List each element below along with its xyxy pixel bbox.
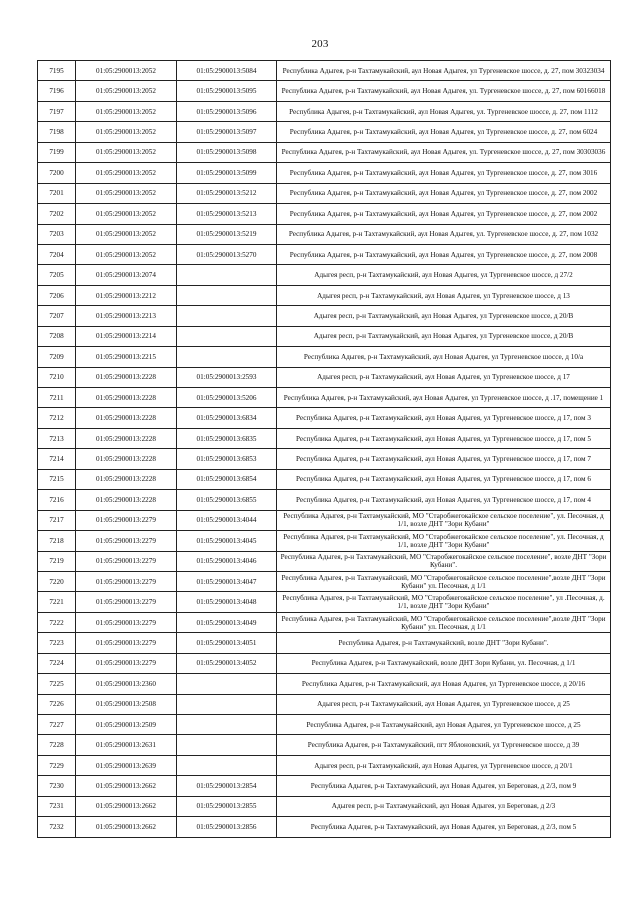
table-row (38, 81, 611, 101)
cadastral-number-cell: 01:05:2900013:2052 (76, 204, 177, 224)
object-cadastral-number-cell (177, 735, 277, 755)
cadastral-number-cell: 01:05:2900013:2052 (76, 61, 177, 81)
object-cadastral-number-cell: 01:05:2900013:5219 (177, 224, 277, 244)
address-cell: Республика Адыгея, р-н Тахтамукайский, аул Новая Адыгея, ул Тургеневское шоссе, д. 27, пом 2008 (277, 244, 611, 264)
cadastral-number-cell: 01:05:2900013:2228 (76, 367, 177, 387)
address-cell: Республика Адыгея, р-н Тахтамукайский, аул Новая Адыгея, ул. Тургеневское шоссе, д. 27, пом 1032 (277, 224, 611, 244)
cadastral-number-cell: 01:05:2900013:2631 (76, 735, 177, 755)
cadastral-number-cell: 01:05:2900013:2279 (76, 653, 177, 673)
table-row (38, 163, 611, 183)
address-cell: Республика Адыгея, р-н Тахтамукайский, аул Новая Адыгея, ул Тургеневское шоссе, д. 27, пом 3016 (277, 163, 611, 183)
table-row (38, 122, 611, 142)
address-cell: Республика Адыгея, р-н Тахтамукайский, аул Новая Адыгея, ул Береговая, д 2/3, пом 5 (277, 817, 611, 837)
cadastral-number-cell: 01:05:2900013:2212 (76, 285, 177, 305)
object-cadastral-number-cell: 01:05:2900013:2593 (177, 367, 277, 387)
object-cadastral-number-cell: 01:05:2900013:6835 (177, 428, 277, 448)
registry-table-body (38, 61, 611, 838)
table-row (38, 265, 611, 285)
cadastral-number-cell: 01:05:2900013:2228 (76, 388, 177, 408)
row-number-cell: 7214 (38, 449, 76, 469)
object-cadastral-number-cell: 01:05:2900013:5095 (177, 81, 277, 101)
object-cadastral-number-cell: 01:05:2900013:2854 (177, 776, 277, 796)
table-row (38, 224, 611, 244)
object-cadastral-number-cell: 01:05:2900013:5097 (177, 122, 277, 142)
object-cadastral-number-cell: 01:05:2900013:4046 (177, 551, 277, 571)
address-cell: Республика Адыгея, р-н Тахтамукайский, аул Новая Адыгея, ул Тургеневское шоссе, д. 27, пом 2002 (277, 204, 611, 224)
table-row (38, 653, 611, 673)
table-row (38, 817, 611, 837)
object-cadastral-number-cell: 01:05:2900013:4047 (177, 571, 277, 591)
table-row (38, 551, 611, 571)
row-number-cell: 7205 (38, 265, 76, 285)
address-cell: Республика Адыгея, р-н Тахтамукайский, пгт Яблоновский, ул Тургеневское шоссе, д 39 (277, 735, 611, 755)
cadastral-number-cell: 01:05:2900013:2662 (76, 796, 177, 816)
row-number-cell: 7221 (38, 592, 76, 612)
cadastral-number-cell: 01:05:2900013:2509 (76, 715, 177, 735)
row-number-cell: 7226 (38, 694, 76, 714)
address-cell: Республика Адыгея, р-н Тахтамукайский, аул Новая Адыгея, ул Тургеневское шоссе, д 10/а (277, 347, 611, 367)
table-row (38, 612, 611, 632)
address-cell: Адыгея респ, р-н Тахтамукайский, аул Новая Адыгея, ул Тургеневское шоссе, д 20/В (277, 326, 611, 346)
address-cell: Адыгея респ, р-н Тахтамукайский, аул Новая Адыгея, ул Тургеневское шоссе, д 25 (277, 694, 611, 714)
object-cadastral-number-cell (177, 347, 277, 367)
address-cell: Республика Адыгея, р-н Тахтамукайский, аул Новая Адыгея, ул Тургеневское шоссе, д 25 (277, 715, 611, 735)
cadastral-number-cell: 01:05:2900013:2052 (76, 224, 177, 244)
table-row (38, 715, 611, 735)
cadastral-number-cell: 01:05:2900013:2279 (76, 510, 177, 530)
object-cadastral-number-cell (177, 694, 277, 714)
row-number-cell: 7211 (38, 388, 76, 408)
row-number-cell: 7230 (38, 776, 76, 796)
cadastral-number-cell: 01:05:2900013:2052 (76, 142, 177, 162)
cadastral-number-cell: 01:05:2900013:2228 (76, 449, 177, 469)
object-cadastral-number-cell (177, 265, 277, 285)
address-cell: Республика Адыгея, р-н Тахтамукайский, аул Новая Адыгея, ул. Тургеневское шоссе, д. 27, пом 1112 (277, 101, 611, 121)
object-cadastral-number-cell: 01:05:2900013:4045 (177, 531, 277, 551)
cadastral-number-cell: 01:05:2900013:2279 (76, 571, 177, 591)
table-row (38, 408, 611, 428)
row-number-cell: 7202 (38, 204, 76, 224)
row-number-cell: 7196 (38, 81, 76, 101)
row-number-cell: 7231 (38, 796, 76, 816)
object-cadastral-number-cell: 01:05:2900013:5212 (177, 183, 277, 203)
address-cell: Республика Адыгея, р-н Тахтамукайский, аул Новая Адыгея, ул Тургеневское шоссе, д. 27, пом 30323034 (277, 61, 611, 81)
row-number-cell: 7209 (38, 347, 76, 367)
address-cell: Республика Адыгея, р-н Тахтамукайский, аул Новая Адыгея, ул Тургеневское шоссе, д .17, помещение 1 (277, 388, 611, 408)
registry-table (37, 60, 611, 838)
address-cell: Республика Адыгея, р-н Тахтамукайский, аул Новая Адыгея, ул Тургеневское шоссе, д 17, пом 5 (277, 428, 611, 448)
table-row (38, 449, 611, 469)
cadastral-number-cell: 01:05:2900013:2215 (76, 347, 177, 367)
table-row (38, 735, 611, 755)
object-cadastral-number-cell: 01:05:2900013:5270 (177, 244, 277, 264)
table-row (38, 326, 611, 346)
address-cell: Республика Адыгея, р-н Тахтамукайский, аул Новая Адыгея, ул. Тургеневское шоссе, д. 27, пом 30303036 (277, 142, 611, 162)
row-number-cell: 7219 (38, 551, 76, 571)
row-number-cell: 7217 (38, 510, 76, 530)
row-number-cell: 7210 (38, 367, 76, 387)
cadastral-number-cell: 01:05:2900013:2279 (76, 612, 177, 632)
table-row (38, 510, 611, 530)
cadastral-number-cell: 01:05:2900013:2052 (76, 183, 177, 203)
cadastral-number-cell: 01:05:2900013:2074 (76, 265, 177, 285)
address-cell: Адыгея респ, р-н Тахтамукайский, аул Новая Адыгея, ул Тургеневское шоссе, д 20/В (277, 306, 611, 326)
object-cadastral-number-cell (177, 285, 277, 305)
object-cadastral-number-cell: 01:05:2900013:6853 (177, 449, 277, 469)
table-row (38, 367, 611, 387)
object-cadastral-number-cell: 01:05:2900013:5096 (177, 101, 277, 121)
object-cadastral-number-cell: 01:05:2900013:5098 (177, 142, 277, 162)
row-number-cell: 7223 (38, 633, 76, 653)
row-number-cell: 7207 (38, 306, 76, 326)
row-number-cell: 7197 (38, 101, 76, 121)
cadastral-number-cell: 01:05:2900013:2052 (76, 122, 177, 142)
table-row (38, 306, 611, 326)
object-cadastral-number-cell: 01:05:2900013:4052 (177, 653, 277, 673)
address-cell: Республика Адыгея, р-н Тахтамукайский, МО "Старобжегокайское сельское поселение", ул. Песочная, д 1/1, возле ДНТ "Зори Кубани" (277, 531, 611, 551)
cadastral-number-cell: 01:05:2900013:2213 (76, 306, 177, 326)
address-cell: Республика Адыгея, р-н Тахтамукайский, аул Новая Адыгея, ул Береговая, д 2/3, пом 9 (277, 776, 611, 796)
cadastral-number-cell: 01:05:2900013:2279 (76, 551, 177, 571)
address-cell: Адыгея респ, р-н Тахтамукайский, аул Новая Адыгея, ул Тургеневское шоссе, д 20/1 (277, 755, 611, 775)
object-cadastral-number-cell: 01:05:2900013:5099 (177, 163, 277, 183)
row-number-cell: 7203 (38, 224, 76, 244)
address-cell: Республика Адыгея, р-н Тахтамукайский, аул Новая Адыгея, ул Тургеневское шоссе, д 17, пом 6 (277, 469, 611, 489)
cadastral-number-cell: 01:05:2900013:2214 (76, 326, 177, 346)
object-cadastral-number-cell: 01:05:2900013:6834 (177, 408, 277, 428)
table-row (38, 469, 611, 489)
table-row (38, 796, 611, 816)
object-cadastral-number-cell: 01:05:2900013:6855 (177, 490, 277, 510)
address-cell: Адыгея респ, р-н Тахтамукайский, аул Новая Адыгея, ул Береговая, д 2/3 (277, 796, 611, 816)
table-row (38, 347, 611, 367)
object-cadastral-number-cell: 01:05:2900013:4048 (177, 592, 277, 612)
table-row (38, 101, 611, 121)
table-row (38, 531, 611, 551)
object-cadastral-number-cell (177, 326, 277, 346)
address-cell: Республика Адыгея, р-н Тахтамукайский, аул Новая Адыгея, ул Тургеневское шоссе, д 20/16 (277, 674, 611, 694)
table-row (38, 633, 611, 653)
table-row (38, 571, 611, 591)
row-number-cell: 7216 (38, 490, 76, 510)
row-number-cell: 7213 (38, 428, 76, 448)
object-cadastral-number-cell: 01:05:2900013:6854 (177, 469, 277, 489)
cadastral-number-cell: 01:05:2900013:2052 (76, 101, 177, 121)
address-cell: Адыгея респ, р-н Тахтамукайский, аул Новая Адыгея, ул Тургеневское шоссе, д 13 (277, 285, 611, 305)
row-number-cell: 7218 (38, 531, 76, 551)
row-number-cell: 7199 (38, 142, 76, 162)
object-cadastral-number-cell (177, 715, 277, 735)
cadastral-number-cell: 01:05:2900013:2279 (76, 531, 177, 551)
row-number-cell: 7232 (38, 817, 76, 837)
table-row (38, 61, 611, 81)
address-cell: Адыгея респ, р-н Тахтамукайский, аул Новая Адыгея, ул Тургеневское шоссе, д 27/2 (277, 265, 611, 285)
cadastral-number-cell: 01:05:2900013:2228 (76, 428, 177, 448)
table-row (38, 776, 611, 796)
object-cadastral-number-cell: 01:05:2900013:5206 (177, 388, 277, 408)
cadastral-number-cell: 01:05:2900013:2508 (76, 694, 177, 714)
row-number-cell: 7201 (38, 183, 76, 203)
object-cadastral-number-cell: 01:05:2900013:4049 (177, 612, 277, 632)
table-row (38, 388, 611, 408)
address-cell: Республика Адыгея, р-н Тахтамукайский, возле ДНТ Зори Кубани, ул. Песочная, д 1/1 (277, 653, 611, 673)
cadastral-number-cell: 01:05:2900013:2052 (76, 163, 177, 183)
table-row (38, 244, 611, 264)
cadastral-number-cell: 01:05:2900013:2052 (76, 244, 177, 264)
address-cell: Республика Адыгея, р-н Тахтамукайский, аул Новая Адыгея, ул Тургеневское шоссе, д 17, пом 3 (277, 408, 611, 428)
table-row (38, 755, 611, 775)
address-cell: Республика Адыгея, р-н Тахтамукайский, возле ДНТ "Зори Кубани". (277, 633, 611, 653)
address-cell: Республика Адыгея, р-н Тахтамукайский, МО "Старобжегокайское сельское поселение",возле ДНТ "Зори Кубани" ул. Песочная, д 1/1 (277, 571, 611, 591)
cadastral-number-cell: 01:05:2900013:2228 (76, 408, 177, 428)
row-number-cell: 7195 (38, 61, 76, 81)
row-number-cell: 7227 (38, 715, 76, 735)
row-number-cell: 7222 (38, 612, 76, 632)
row-number-cell: 7198 (38, 122, 76, 142)
table-row (38, 674, 611, 694)
address-cell: Республика Адыгея, р-н Тахтамукайский, аул Новая Адыгея, ул Тургеневское шоссе, д 17, пом 7 (277, 449, 611, 469)
address-cell: Республика Адыгея, р-н Тахтамукайский, аул Новая Адыгея, ул Тургеневское шоссе, д 17, пом 4 (277, 490, 611, 510)
address-cell: Республика Адыгея, р-н Тахтамукайский, МО "Старобжегокайское сельское поселение", ул. Песочная, д 1/1, возле ДНТ "Зори Кубани" (277, 510, 611, 530)
table-row (38, 142, 611, 162)
object-cadastral-number-cell: 01:05:2900013:2856 (177, 817, 277, 837)
table-row (38, 285, 611, 305)
row-number-cell: 7229 (38, 755, 76, 775)
table-row (38, 183, 611, 203)
object-cadastral-number-cell: 01:05:2900013:2855 (177, 796, 277, 816)
cadastral-number-cell: 01:05:2900013:2052 (76, 81, 177, 101)
row-number-cell: 7224 (38, 653, 76, 673)
row-number-cell: 7204 (38, 244, 76, 264)
table-row (38, 428, 611, 448)
address-cell: Республика Адыгея, р-н Тахтамукайский, МО "Старобжегокайское сельское поселение", возле ДНТ "Зори Кубани". (277, 551, 611, 571)
table-row (38, 204, 611, 224)
address-cell: Республика Адыгея, р-н Тахтамукайский, аул Новая Адыгея, ул Тургеневское шоссе, д. 27, пом 2002 (277, 183, 611, 203)
object-cadastral-number-cell: 01:05:2900013:5084 (177, 61, 277, 81)
object-cadastral-number-cell: 01:05:2900013:5213 (177, 204, 277, 224)
row-number-cell: 7200 (38, 163, 76, 183)
row-number-cell: 7215 (38, 469, 76, 489)
address-cell: Республика Адыгея, р-н Тахтамукайский, аул Новая Адыгея, ул. Тургеневское шоссе, д. 27, пом 60166018 (277, 81, 611, 101)
cadastral-number-cell: 01:05:2900013:2279 (76, 592, 177, 612)
address-cell: Республика Адыгея, р-н Тахтамукайский, аул Новая Адыгея, ул Тургеневское шоссе, д. 27, пом 6024 (277, 122, 611, 142)
object-cadastral-number-cell (177, 674, 277, 694)
table-row (38, 490, 611, 510)
row-number-cell: 7212 (38, 408, 76, 428)
cadastral-number-cell: 01:05:2900013:2662 (76, 776, 177, 796)
row-number-cell: 7228 (38, 735, 76, 755)
object-cadastral-number-cell (177, 755, 277, 775)
page-number: 203 (311, 38, 329, 50)
row-number-cell: 7208 (38, 326, 76, 346)
cadastral-number-cell: 01:05:2900013:2228 (76, 490, 177, 510)
object-cadastral-number-cell (177, 306, 277, 326)
address-cell: Адыгея респ, р-н Тахтамукайский, аул Новая Адыгея, ул Тургеневское шоссе, д 17 (277, 367, 611, 387)
cadastral-number-cell: 01:05:2900013:2228 (76, 469, 177, 489)
row-number-cell: 7206 (38, 285, 76, 305)
table-row (38, 592, 611, 612)
object-cadastral-number-cell: 01:05:2900013:4051 (177, 633, 277, 653)
row-number-cell: 7220 (38, 571, 76, 591)
address-cell: Республика Адыгея, р-н Тахтамукайский, МО "Старобжегокайское сельское поселение", ул .Песочная, д. 1/1, возле ДНТ "Зори Кубани" (277, 592, 611, 612)
cadastral-number-cell: 01:05:2900013:2360 (76, 674, 177, 694)
object-cadastral-number-cell: 01:05:2900013:4044 (177, 510, 277, 530)
cadastral-number-cell: 01:05:2900013:2662 (76, 817, 177, 837)
address-cell: Республика Адыгея, р-н Тахтамукайский, МО "Старобжегокайское сельское поселение",возле ДНТ "Зори Кубани" ул. Песочная, д 1/1 (277, 612, 611, 632)
cadastral-number-cell: 01:05:2900013:2279 (76, 633, 177, 653)
cadastral-number-cell: 01:05:2900013:2639 (76, 755, 177, 775)
table-row (38, 694, 611, 714)
row-number-cell: 7225 (38, 674, 76, 694)
